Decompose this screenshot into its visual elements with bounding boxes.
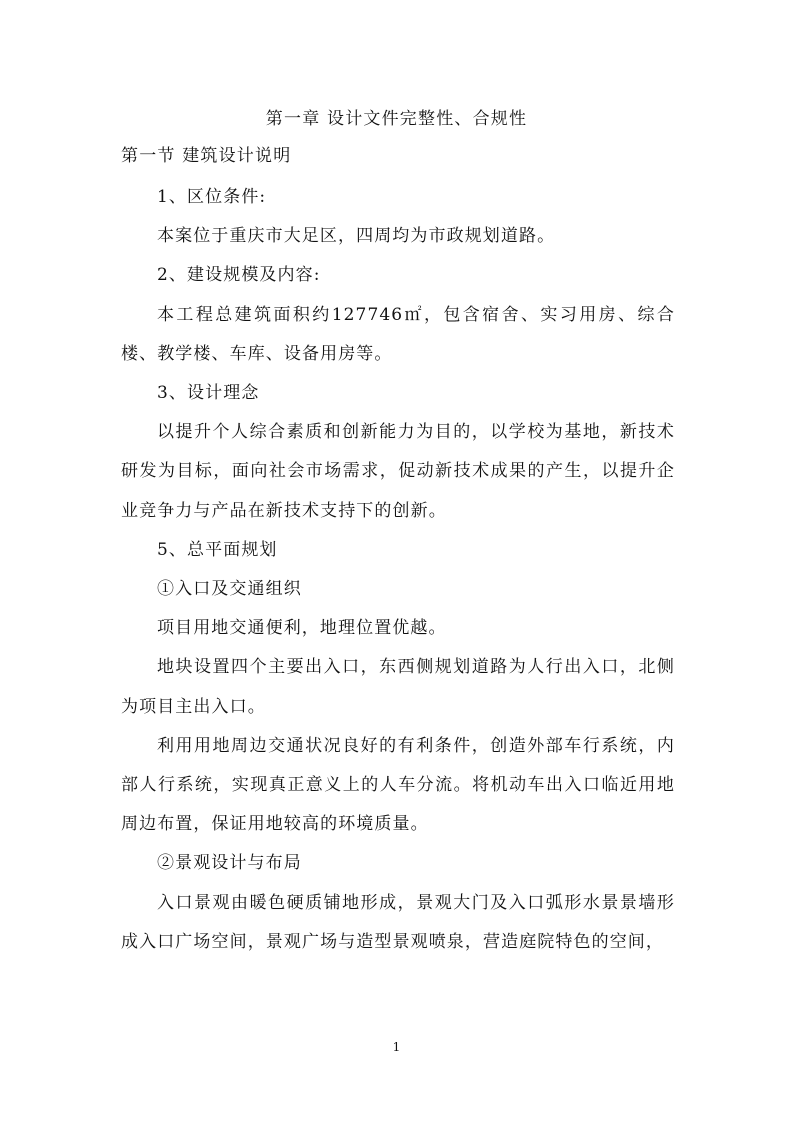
paragraph: 入口景观由暖色硬质铺地形成，景观大门及入口弧形水景景墙形成入口广场空间，景观广场与造型景观喷泉，营造庭院特色的空间， xyxy=(121,892,675,952)
paragraph: 地块设置四个主要出入口，东西侧规划道路为人行出入口，北侧为项目主出入口。 xyxy=(121,657,675,717)
paragraph: 项目用地交通便利，地理位置优越。 xyxy=(157,618,447,639)
paragraph: 以提升个人综合素质和创新能力为目的，以学校为基地，新技术研发为目标，面向社会市场需求，促动新技术成果的产生，以提升企业竞争力与产品在新技术支持下的创新。 xyxy=(121,422,675,521)
paragraph: 2、建设规模及内容: xyxy=(157,265,321,286)
paragraph: ②景观设计与布局 xyxy=(157,853,302,874)
paragraph: 本工程总建筑面积约127746㎡，包含宿舍、实习用房、综合楼、教学楼、车库、设备用房等。 xyxy=(121,304,675,364)
paragraph: ①入口及交通组织 xyxy=(157,579,302,600)
paragraph: 3、设计理念 xyxy=(157,383,260,404)
page-number: 1 xyxy=(392,1040,401,1054)
paragraph: 5、总平面规划 xyxy=(157,539,278,560)
section-title: 第一节 建筑设计说明 xyxy=(121,146,292,166)
chapter-title: 第一章 设计文件完整性、合规性 xyxy=(265,109,528,129)
paragraph: 利用用地周边交通状况良好的有利条件，创造外部车行系统，内部人行系统，实现真正意义上的人车分流。将机动车出入口临近用地周边布置，保证用地较高的环境质量。 xyxy=(121,735,675,835)
document-body xyxy=(121,178,675,962)
paragraph: 本案位于重庆市大足区，四周均为市政规划道路。 xyxy=(157,226,556,247)
paragraph: 1、区位条件: xyxy=(157,187,267,207)
